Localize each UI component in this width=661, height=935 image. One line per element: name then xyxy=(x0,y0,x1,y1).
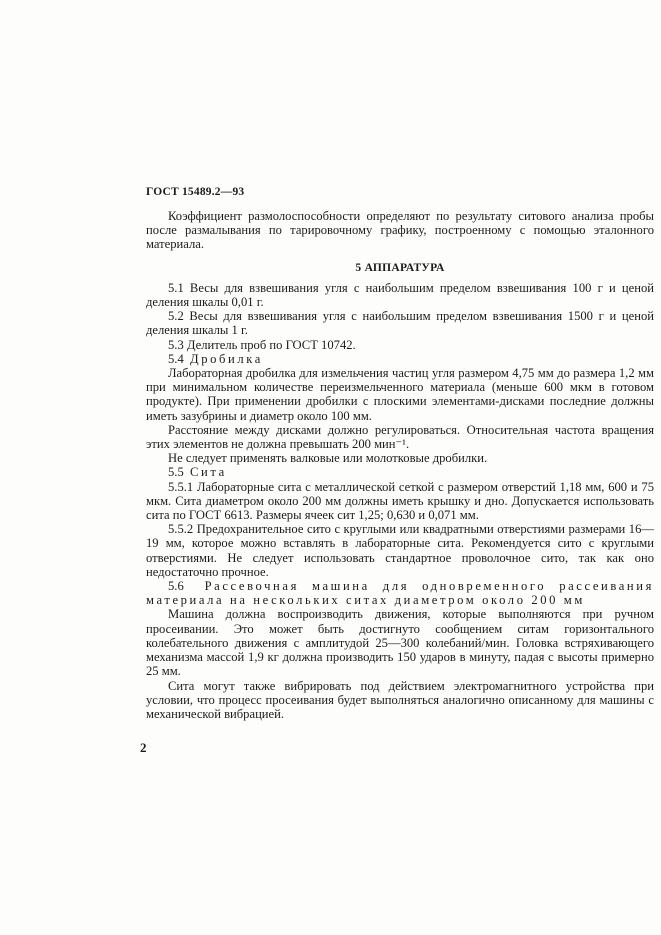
paragraph-5-2: 5.2 Весы для взвешивания угля с наибольшим пределом взвешивания 1500 г и ценой деления шкалы 1 г. xyxy=(146,309,654,338)
section-title: 5 АППАРАТУРА xyxy=(355,261,445,274)
paragraph-5-3: 5.3 Делитель проб по ГОСТ 10742. xyxy=(168,337,356,352)
paragraph-5-4-a: Лабораторная дробилка для измельчения частиц угля размером 4,75 мм до размера 1,2 мм при минимальном количестве переизмельченного материала (меньше 600 мкм в готовом продукте). При применении дробилки с плоскими элементами-дисками последние должны иметь зазубрины и диаметр около 100 мм. xyxy=(146,366,654,423)
document-body xyxy=(146,209,654,721)
paragraph-5-5-2: 5.5.2 Предохранительное сито с круглыми или квадратными отверстиями размерами 16—19 мм, которое можно вставлять в лабораторные сита. Рекомендуется сито с круглыми отверстиями. Не следует использовать стандартное проволочное сито, так как оно недостаточно прочное. xyxy=(146,522,654,579)
document-header: ГОСТ 15489.2—93 xyxy=(146,186,245,198)
paragraph-5-1: 5.1 Весы для взвешивания угля с наибольшим пределом взвешивания 100 г и ценой деления шкалы 0,01 г. xyxy=(146,280,654,310)
subsection-5-6-heading xyxy=(146,579,654,607)
intro-paragraph: Коэффициент размолоспособности определяют по результату ситового анализа пробы после размалывания по тарировочному графику, построенному с помощью эталонного материала. xyxy=(146,209,654,252)
page-number: 2 xyxy=(140,740,147,755)
subsection-5-6-number: 5.6 xyxy=(168,579,184,594)
paragraph-5-4-c: Не следует применять валковые или молотковые дробилки. xyxy=(168,451,488,466)
paragraph-5-6-a: Машина должна воспроизводить движения, которые выполняются при ручном просеивании. Это может быть достигнуто сообщением ситам горизонтального колебательного движения с амплитудой 25—300 колебаний/мин. Головка встряхивающего механизма массой 1,9 кг должна производить 150 ударов в минуту, падая с высоты примерно 25 мм. xyxy=(146,607,654,679)
subsection-5-4-title: Дробилка xyxy=(190,351,263,366)
subsection-5-6-title: Рассевочная машина для одновременного рассеивания материала на нескольких ситах диаметром около 200 мм xyxy=(146,579,654,608)
subsection-5-5-title: Сита xyxy=(190,465,227,480)
subsection-5-4-heading xyxy=(146,352,654,366)
subsection-5-5-heading xyxy=(146,465,654,479)
subsection-5-4-number: 5.4 xyxy=(168,351,184,366)
paragraph-5-4-b: Расстояние между дисками должно регулироваться. Относительная частота вращения этих элементов не должна превышать 200 мин⁻¹. xyxy=(146,422,654,452)
paragraph-5-6-b: Сита могут также вибрировать под действием электромагнитного устройства при условии, что процесс просеивания будет выполняться аналогично описанному для машины с механической вибрацией. xyxy=(146,678,654,721)
subsection-5-5-number: 5.5 xyxy=(168,465,184,480)
paragraph-5-5-1: 5.5.1 Лабораторные сита с металлической сеткой с размером отверстий 1,18 мм, 600 и 75 мкм. Сита диаметром около 200 мм должны иметь крышку и дно. Допускается использовать сита по ГОСТ 6613. Размеры ячеек сит 1,25; 0,630 и 0,071 мм. xyxy=(146,479,654,523)
